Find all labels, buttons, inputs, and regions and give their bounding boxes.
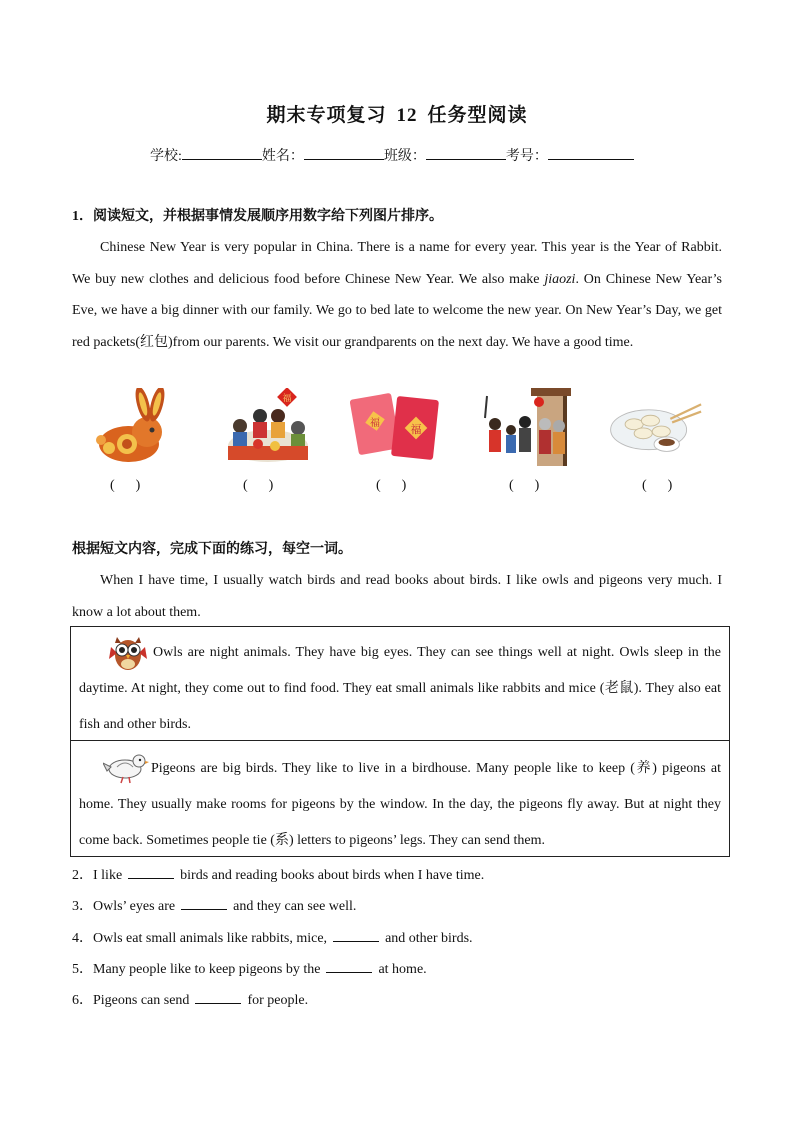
exercise-text-before: Many people like to keep pigeons by the xyxy=(93,962,321,977)
red-packets-icon xyxy=(350,388,445,466)
answer-blank[interactable] xyxy=(326,960,372,973)
dumplings-icon xyxy=(607,388,702,466)
class-field[interactable] xyxy=(426,145,506,160)
exercise-2 xyxy=(72,864,484,884)
answer-paren-1[interactable]: ( ) xyxy=(110,478,141,493)
exercise-5 xyxy=(72,958,427,978)
exercise-number: 3． xyxy=(72,899,93,914)
question-1-passage xyxy=(72,232,722,358)
exam-label: 考号： xyxy=(505,149,548,164)
answer-blank[interactable] xyxy=(195,991,241,1004)
part-2-intro: When I have time, I usually watch birds and read books about birds. I like owls and pigeons very much. I know a lot about them. xyxy=(72,573,722,620)
exercise-number: 6． xyxy=(72,993,93,1008)
picture-row xyxy=(72,388,722,468)
owl-box xyxy=(70,626,730,741)
exercise-text-after: and other birds. xyxy=(385,931,473,946)
svg-text:福: 福 xyxy=(282,394,292,404)
question-1-instruction: 1．阅读短文，并根据事情发展顺序用数字给下列图片排序。 xyxy=(72,209,443,224)
visiting-family-icon xyxy=(477,388,572,466)
packet-seal-right: 福 xyxy=(410,423,422,436)
title-subject: 任务型阅读 xyxy=(427,105,528,126)
page-title xyxy=(0,100,794,127)
answer-blank[interactable] xyxy=(181,897,227,910)
exercise-text-after: and they can see well. xyxy=(233,899,357,914)
answer-blank[interactable] xyxy=(128,866,174,879)
answer-paren-2[interactable]: ( ) xyxy=(243,478,274,493)
family-dinner-icon xyxy=(220,388,315,466)
passage-part-a: Chinese New Year is very popular in China. There is a name for every year. This year is the Year of Rabbit. We buy new clothes and delicious food before Chinese New Year. We also make xyxy=(72,240,722,287)
title-text: 期末专项复习 xyxy=(266,105,387,126)
passage-part-b: . On Chinese New Year’s Eve, we have a big dinner with our family. We go to bed late to welcome the new year. On New Year’s Day, we get red packets(红包)from our parents. We visit our grandparents on the next day. We have a good time. xyxy=(72,271,722,350)
answer-blank[interactable] xyxy=(333,929,379,942)
packet-seal-left: 福 xyxy=(370,418,380,429)
exercise-4 xyxy=(72,927,473,947)
exercise-3 xyxy=(72,895,356,915)
exercise-number: 4． xyxy=(72,931,93,946)
exercise-number: 2． xyxy=(72,868,93,883)
answer-paren-4[interactable]: ( ) xyxy=(509,478,540,493)
exam-number-field[interactable] xyxy=(548,145,634,160)
exercise-text-before: Owls’ eyes are xyxy=(93,899,176,914)
answer-paren-5[interactable]: ( ) xyxy=(642,478,673,493)
rabbit-icon xyxy=(87,388,182,466)
exercise-text-after: for people. xyxy=(247,993,309,1008)
part-2-instruction: 根据短文内容，完成下面的练习，每空一词。 xyxy=(72,542,352,557)
exercise-text-after: birds and reading books about birds when I have time. xyxy=(180,868,485,883)
exercise-6 xyxy=(72,989,308,1009)
passage-jiaozi: jiaozi xyxy=(544,271,576,287)
name-label: 姓名： xyxy=(261,149,304,164)
exercise-number: 5． xyxy=(72,962,93,977)
school-label: 学校: xyxy=(150,149,182,164)
exercise-text-before: I like xyxy=(93,868,123,883)
title-number: 12 xyxy=(396,105,418,126)
exercise-text-after: at home. xyxy=(378,962,427,977)
student-info-line xyxy=(150,145,634,165)
owl-passage: Owls are night animals. They have big eyes. They can see things well at night. Owls sleep in the daytime. At night, they come out to find food. They eat small animals like rabbits and mice (老鼠). They also eat fish and other birds. xyxy=(79,645,721,732)
pigeon-passage: Pigeons are big birds. They like to live in a birdhouse. Many people like to keep (养) pigeons at home. They usually make rooms for pigeons by the window. In the day, the pigeons fly away. But at night they come back. Sometimes people tie (系) letters to pigeons’ legs. They can send them. xyxy=(79,761,721,848)
exercise-text-before: Pigeons can send xyxy=(93,993,190,1008)
answer-paren-3[interactable]: ( ) xyxy=(376,478,407,493)
exercise-text-before: Owls eat small animals like rabbits, mice, xyxy=(93,931,328,946)
class-label: 班级： xyxy=(383,149,426,164)
school-field[interactable] xyxy=(182,145,262,160)
pigeon-box xyxy=(70,740,730,857)
name-field[interactable] xyxy=(304,145,384,160)
